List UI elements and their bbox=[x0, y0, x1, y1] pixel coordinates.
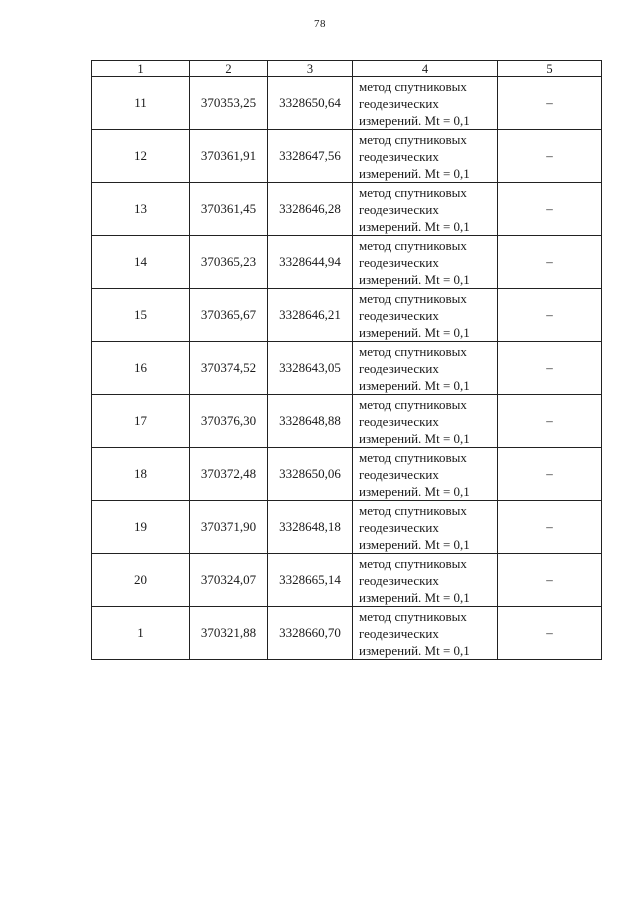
method-line: измерений. Mt = 0,1 bbox=[359, 589, 470, 605]
x-coordinate-cell: 370361,91 bbox=[190, 130, 268, 183]
method-line: геодезических bbox=[359, 95, 439, 111]
x-coordinate-cell: 370365,67 bbox=[190, 289, 268, 342]
method-cell bbox=[353, 342, 498, 395]
method-line: метод спутниковых bbox=[359, 555, 467, 571]
method-line: измерений. Mt = 0,1 bbox=[359, 112, 470, 128]
note-cell: – bbox=[498, 448, 602, 501]
header-cell-1: 1 bbox=[92, 61, 190, 77]
note-cell: – bbox=[498, 342, 602, 395]
method-cell bbox=[353, 183, 498, 236]
y-coordinate-cell: 3328644,94 bbox=[268, 236, 353, 289]
y-coordinate-cell: 3328648,18 bbox=[268, 501, 353, 554]
x-coordinate-cell: 370321,88 bbox=[190, 607, 268, 660]
x-coordinate-cell: 370371,90 bbox=[190, 501, 268, 554]
method-line: метод спутниковых bbox=[359, 237, 467, 253]
method-cell bbox=[353, 607, 498, 660]
header-cell-4: 4 bbox=[353, 61, 498, 77]
x-coordinate-cell: 370372,48 bbox=[190, 448, 268, 501]
method-line: геодезических bbox=[359, 360, 439, 376]
method-line: геодезических bbox=[359, 148, 439, 164]
header-cell-2: 2 bbox=[190, 61, 268, 77]
method-line: геодезических bbox=[359, 307, 439, 323]
method-cell bbox=[353, 77, 498, 130]
x-coordinate-cell: 370353,25 bbox=[190, 77, 268, 130]
method-cell bbox=[353, 236, 498, 289]
table-row bbox=[92, 607, 602, 660]
point-number-cell: 18 bbox=[92, 448, 190, 501]
method-line: измерений. Mt = 0,1 bbox=[359, 377, 470, 393]
method-cell bbox=[353, 289, 498, 342]
y-coordinate-cell: 3328643,05 bbox=[268, 342, 353, 395]
method-line: метод спутниковых bbox=[359, 290, 467, 306]
table-row bbox=[92, 77, 602, 130]
x-coordinate-cell: 370324,07 bbox=[190, 554, 268, 607]
note-cell: – bbox=[498, 395, 602, 448]
table-row bbox=[92, 236, 602, 289]
method-line: измерений. Mt = 0,1 bbox=[359, 324, 470, 340]
method-line: метод спутниковых bbox=[359, 502, 467, 518]
y-coordinate-cell: 3328648,88 bbox=[268, 395, 353, 448]
method-line: измерений. Mt = 0,1 bbox=[359, 430, 470, 446]
method-line: геодезических bbox=[359, 519, 439, 535]
table-row bbox=[92, 130, 602, 183]
method-cell bbox=[353, 130, 498, 183]
header-cell-5: 5 bbox=[498, 61, 602, 77]
table-header-row bbox=[92, 61, 602, 77]
point-number-cell: 19 bbox=[92, 501, 190, 554]
point-number-cell: 1 bbox=[92, 607, 190, 660]
method-line: измерений. Mt = 0,1 bbox=[359, 271, 470, 287]
method-line: метод спутниковых bbox=[359, 184, 467, 200]
note-cell: – bbox=[498, 607, 602, 660]
method-line: метод спутниковых bbox=[359, 396, 467, 412]
method-cell bbox=[353, 448, 498, 501]
header-cell-3: 3 bbox=[268, 61, 353, 77]
table-row bbox=[92, 448, 602, 501]
method-line: измерений. Mt = 0,1 bbox=[359, 642, 470, 658]
page-number: 78 bbox=[314, 18, 326, 30]
x-coordinate-cell: 370365,23 bbox=[190, 236, 268, 289]
x-coordinate-cell: 370376,30 bbox=[190, 395, 268, 448]
table-row bbox=[92, 501, 602, 554]
method-line: метод спутниковых bbox=[359, 449, 467, 465]
coordinates-table bbox=[91, 60, 602, 660]
method-line: геодезических bbox=[359, 201, 439, 217]
method-line: измерений. Mt = 0,1 bbox=[359, 165, 470, 181]
x-coordinate-cell: 370374,52 bbox=[190, 342, 268, 395]
table-row bbox=[92, 183, 602, 236]
method-line: метод спутниковых bbox=[359, 131, 467, 147]
table-row bbox=[92, 289, 602, 342]
point-number-cell: 15 bbox=[92, 289, 190, 342]
note-cell: – bbox=[498, 289, 602, 342]
y-coordinate-cell: 3328660,70 bbox=[268, 607, 353, 660]
point-number-cell: 14 bbox=[92, 236, 190, 289]
method-line: геодезических bbox=[359, 625, 439, 641]
point-number-cell: 17 bbox=[92, 395, 190, 448]
method-line: измерений. Mt = 0,1 bbox=[359, 483, 470, 499]
method-line: метод спутниковых bbox=[359, 343, 467, 359]
method-line: измерений. Mt = 0,1 bbox=[359, 218, 470, 234]
point-number-cell: 16 bbox=[92, 342, 190, 395]
y-coordinate-cell: 3328646,21 bbox=[268, 289, 353, 342]
x-coordinate-cell: 370361,45 bbox=[190, 183, 268, 236]
table-row bbox=[92, 342, 602, 395]
method-line: метод спутниковых bbox=[359, 608, 467, 624]
table-body bbox=[92, 77, 602, 660]
y-coordinate-cell: 3328650,64 bbox=[268, 77, 353, 130]
method-cell bbox=[353, 554, 498, 607]
point-number-cell: 12 bbox=[92, 130, 190, 183]
point-number-cell: 11 bbox=[92, 77, 190, 130]
y-coordinate-cell: 3328650,06 bbox=[268, 448, 353, 501]
note-cell: – bbox=[498, 77, 602, 130]
table-row bbox=[92, 395, 602, 448]
point-number-cell: 13 bbox=[92, 183, 190, 236]
note-cell: – bbox=[498, 554, 602, 607]
table-row bbox=[92, 554, 602, 607]
method-cell bbox=[353, 395, 498, 448]
method-line: геодезических bbox=[359, 466, 439, 482]
method-line: метод спутниковых bbox=[359, 78, 467, 94]
method-line: геодезических bbox=[359, 254, 439, 270]
y-coordinate-cell: 3328647,56 bbox=[268, 130, 353, 183]
method-line: измерений. Mt = 0,1 bbox=[359, 536, 470, 552]
y-coordinate-cell: 3328646,28 bbox=[268, 183, 353, 236]
method-line: геодезических bbox=[359, 572, 439, 588]
note-cell: – bbox=[498, 183, 602, 236]
note-cell: – bbox=[498, 501, 602, 554]
point-number-cell: 20 bbox=[92, 554, 190, 607]
method-cell bbox=[353, 501, 498, 554]
method-line: геодезических bbox=[359, 413, 439, 429]
note-cell: – bbox=[498, 130, 602, 183]
y-coordinate-cell: 3328665,14 bbox=[268, 554, 353, 607]
note-cell: – bbox=[498, 236, 602, 289]
